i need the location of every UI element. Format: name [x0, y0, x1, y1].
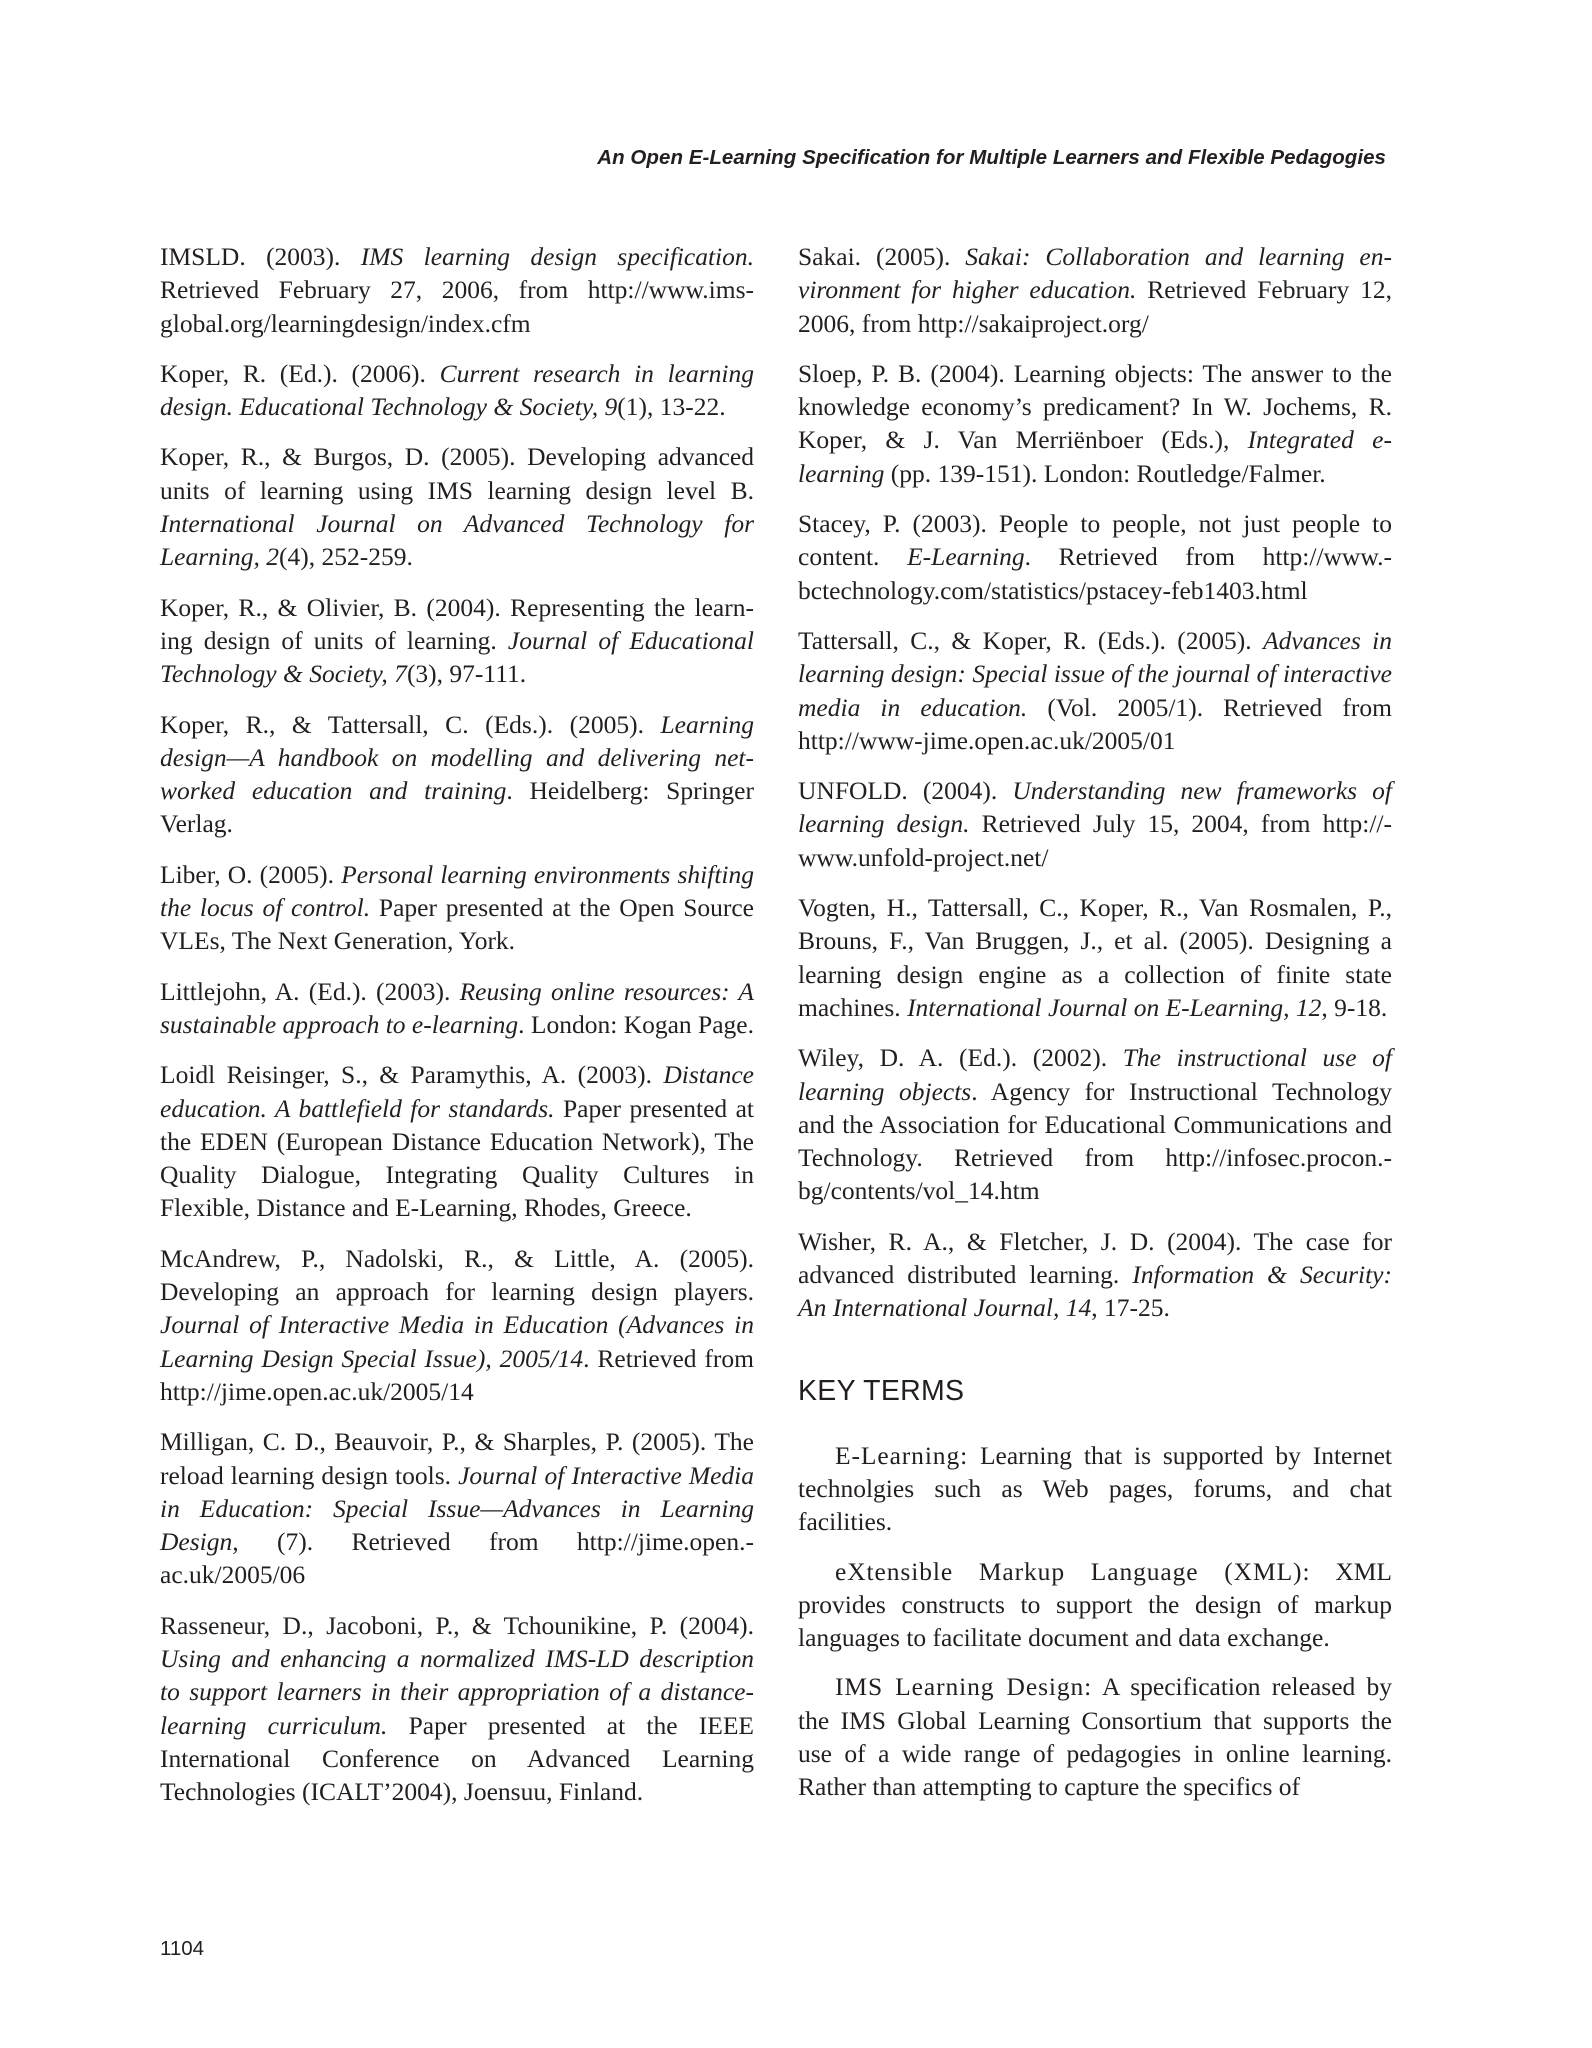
- key-term-name: E-Learning:: [835, 1440, 969, 1470]
- reference-entry: UNFOLD. (2004). Understanding new frameworks of learning design. Retrieved July 15, 2004, from http://www.unfold-project.net/: [798, 776, 1393, 872]
- left-column: [160, 240, 754, 1825]
- right-column: [798, 240, 1392, 1820]
- reference-entry: Koper, R., & Olivier, B. (2004). Representing the learning design of units of learning. Journal of Educational Technology & Society, 7(3), 97-111.: [160, 592, 754, 689]
- key-term-entry: [798, 1670, 1392, 1803]
- reference-entry: McAndrew, P., Nadolski, R., & Little, A. (2005). Developing an approach for learning design players. Journal of Interactive Media in Education (Advances in Learning Design Special Issue), 2005/14. Retrieved from http://jime.open.ac.uk/2005/14: [160, 1243, 754, 1406]
- reference-entry: Rasseneur, D., Jacoboni, P., & Tchounikine, P. (2004). Using and enhancing a normalized IMS-LD description to support learners in their appropriation of a distance-learning curriculum. Paper presented at the IEEE International Conference on Advanced Learning Technologies (ICALT’2004), Joensuu, Finland.: [160, 1610, 755, 1807]
- key-term-entry: [798, 1555, 1392, 1655]
- reference-entry: Stacey, P. (2003). People to people, not just people to content. E-Learning. Retrieved from http://www.bctechnology.com/statistics/pstacey-feb1403.html: [798, 509, 1392, 605]
- reference-entry: Littlejohn, A. (Ed.). (2003). Reusing online resources: A sustainable approach to e-learning. London: Kogan Page.: [160, 976, 754, 1039]
- reference-entry: Loidl Reisinger, S., & Paramythis, A. (2003). Distance education. A battlefield for standards. Paper presented at the EDEN (European Distance Education Network), The Quality Dialogue, Integrating Quality Cultures in Flexible, Distance and E-Learning, Rhodes, Greece.: [160, 1060, 754, 1223]
- key-term-definition: A specification released by the IMS Global Learning Consortium that supports the use of a wide range of pedagogies in online learning. Rather than attempting to capture the specifics of: [798, 1672, 1392, 1802]
- reference-entry: Tattersall, C., & Koper, R. (Eds.). (2005). Advances in learning design: Special issue of the journal of interactive media in education. (Vol. 2005/1). Retrieved from http://www-jime.open.ac.uk/2005/01: [798, 625, 1392, 755]
- reference-entry: IMSLD. (2003). IMS learning design specification. Retrieved February 27, 2006, from http://www.imsglobal.org/learningdesign/index.cfm: [160, 242, 754, 338]
- key-term-definition: Learning that is supported by Internet technolgies such as Web pages, forums, and chat facilities.: [798, 1440, 1392, 1537]
- key-terms-heading: KEY TERMS: [798, 1374, 965, 1407]
- key-term-definition: XML provides constructs to support the design of markup languages to facilitate document and data exchange.: [798, 1556, 1392, 1653]
- running-head: An Open E-Learning Specification for Multiple Learners and Flexible Pedagogies: [597, 146, 1386, 169]
- reference-entry: Koper, R., & Tattersall, C. (Eds.). (2005). Learning design—A handbook on modelling and delivering networked education and training. Heidelberg: Springer Verlag.: [160, 709, 754, 839]
- reference-entry: Vogten, H., Tattersall, C., Koper, R., Van Rosmalen, P., Brouns, F., Van Bruggen, J., et al. (2005). Designing a learning design engine as a collection of finite state machines. International Journal on E-Learning, 12, 9-18.: [798, 893, 1392, 1022]
- page-number: 1104: [160, 1937, 205, 1960]
- reference-entry: Koper, R. (Ed.). (2006). Current research in learning design. Educational Technology & Society, 9(1), 13-22.: [160, 358, 754, 422]
- key-term-name: eXtensible Markup Language (XML):: [835, 1556, 1311, 1586]
- key-term-entry: [798, 1439, 1392, 1539]
- reference-entry: Koper, R., & Burgos, D. (2005). Developing advanced units of learning using IMS learning design level B. International Journal on Advanced Technology for Learning, 2(4), 252-259.: [160, 442, 754, 572]
- key-term-name: IMS Learning Design:: [835, 1672, 1093, 1702]
- reference-entry: Sakai. (2005). Sakai: Collaboration and learning environment for higher education. Retrieved February 12, 2006, from http://sakaiproject.org/: [798, 242, 1392, 338]
- reference-entry: Wisher, R. A., & Fletcher, J. D. (2004). The case for advanced distributed learning. Information & Security: An International Journal, 14, 17-25.: [798, 1226, 1392, 1323]
- reference-entry: Liber, O. (2005). Personal learning environments shifting the locus of control. Paper presented at the Open Source VLEs, The Next Generation, York.: [160, 859, 754, 956]
- reference-entry: Sloep, P. B. (2004). Learning objects: The answer to the knowledge economy’s predicament? In W. Jochems, R. Koper, & J. Van Merriënboer (Eds.), Integrated e-learning (pp. 139-151). London: Routledge/Falmer.: [798, 358, 1392, 488]
- reference-entry: Wiley, D. A. (Ed.). (2002). The instructional use of learning objects. Agency for Instructional Technology and the Association for Educational Communications and Technology. Retrieved from http://infosec.procon.bg/contents/vol_14.htm: [798, 1043, 1393, 1206]
- reference-entry: Milligan, C. D., Beauvoir, P., & Sharples, P. (2005). The reload learning design tools. Journal of Interactive Media in Education: Special Issue—Advances in Learning Design, (7). Retrieved from http://jime.open.ac.uk/2005/06: [160, 1427, 754, 1590]
